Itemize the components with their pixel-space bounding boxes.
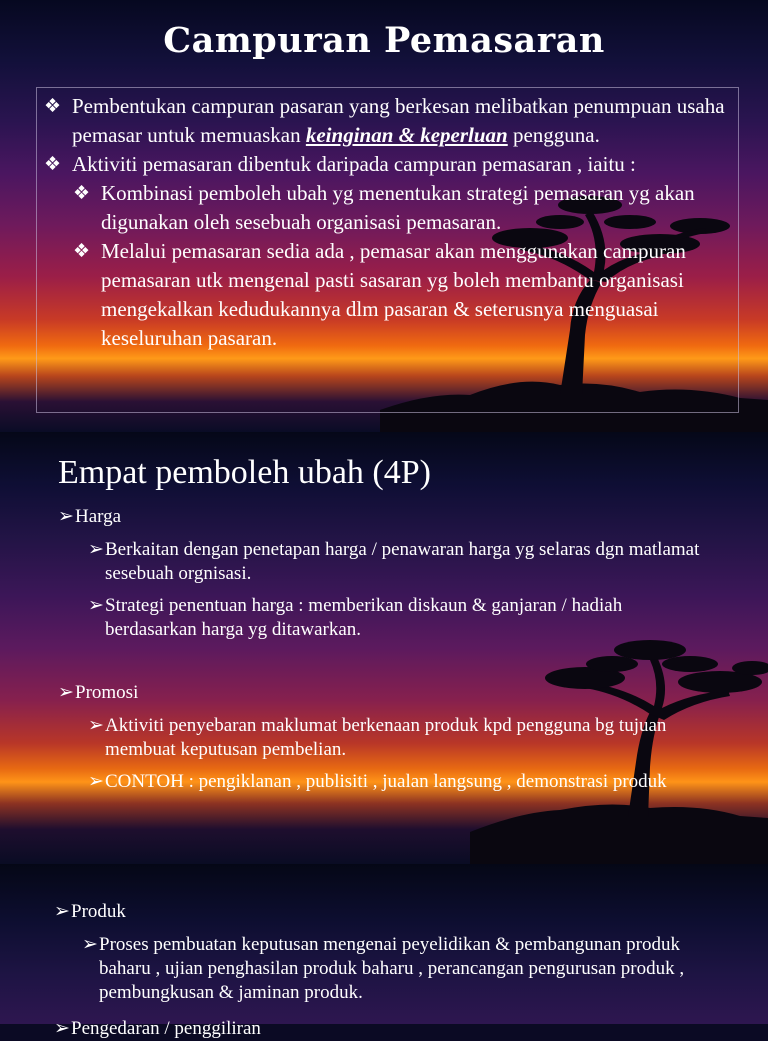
arrow-bullet-icon: ➢ [88,539,104,560]
harga-section [58,505,718,642]
bullet-text: Pembentukan campuran pasaran yang berkesan melibatkan penumpuan usaha pemasar untuk memuaskan [72,94,725,147]
list-item [73,237,744,353]
arrow-bullet-icon: ➢ [82,934,98,955]
slide-campuran-pemasaran [0,0,768,432]
arrow-bullet-icon: ➢ [54,1018,70,1039]
list-item [88,714,718,762]
slide-produk [0,864,768,1039]
arrow-bullet-icon: ➢ [88,771,104,792]
diamond-bullet-icon: ❖ [44,96,62,117]
list-item [44,92,744,150]
list-item [73,179,744,237]
list-heading [58,505,718,529]
point-text: Proses pembuatan keputusan mengenai peyelidikan & pembangunan produk baharu , ujian penghasilan produk baharu , perancangan pengurusan produk , pembungkusan & jaminan produk. [99,934,685,1003]
list-item [88,538,718,586]
sub-bullet-text: Kombinasi pemboleh ubah yg menentukan strategi pemasaran yg akan digunakan oleh sesebuah organisasi pemasaran. [101,181,695,234]
bullet-list [44,92,744,353]
point-text: Aktiviti penyebaran maklumat berkenaan produk kpd pengguna bg tujuan membuat keputusan pembelian. [105,715,667,760]
produk-section [54,900,714,1041]
arrow-bullet-icon: ➢ [58,506,74,527]
bullet-text-end: pengguna. [507,123,600,147]
tree-silhouette-scene [0,432,768,864]
section-title: Empat pemboleh ubah (4P) [58,454,431,491]
list-item [88,594,718,642]
heading-text: Promosi [75,682,139,703]
point-text: CONTOH : pengiklanan , publisiti , jualan langsung , demonstrasi produk [105,771,667,792]
point-text: Strategi penentuan harga : memberikan diskaun & ganjaran / hadiah berdasarkan harga yg ditawarkan. [105,595,623,640]
heading-text: Produk [71,901,126,922]
diamond-bullet-icon: ❖ [44,154,62,175]
diamond-bullet-icon: ❖ [73,183,91,204]
list-item [88,770,718,794]
point-text: Berkaitan dengan penetapan harga / penawaran harga yg selaras dgn matlamat sesebuah orgnisasi. [105,539,700,584]
list-heading [58,681,718,705]
slide-title: Campuran Pemasaran [163,20,605,61]
heading-text: Harga [75,506,122,527]
bullet-text: Aktiviti pemasaran dibentuk daripada campuran pemasaran , iaitu : [72,152,636,176]
arrow-bullet-icon: ➢ [88,715,104,736]
promosi-section [58,681,718,794]
diamond-bullet-icon: ❖ [73,241,91,262]
sub-bullet-text: Melalui pemasaran sedia ada , pemasar akan menggunakan campuran pemasaran utk mengenal pasti sasaran yg boleh membantu organisasi mengekalkan kedudukannya dlm pasaran & seterusnya menguasai keseluruhan pasaran. [101,239,686,350]
slide-empat-pemboleh-ubah [0,432,768,864]
list-heading [54,900,714,924]
list-item [44,150,744,179]
emphasis-text: keinginan & keperluan [305,123,508,147]
list-heading [54,1017,714,1041]
heading-text: Pengedaran / penggiliran [71,1018,261,1039]
arrow-bullet-icon: ➢ [88,595,104,616]
list-item [82,933,714,1005]
arrow-bullet-icon: ➢ [54,901,70,922]
arrow-bullet-icon: ➢ [58,682,74,703]
